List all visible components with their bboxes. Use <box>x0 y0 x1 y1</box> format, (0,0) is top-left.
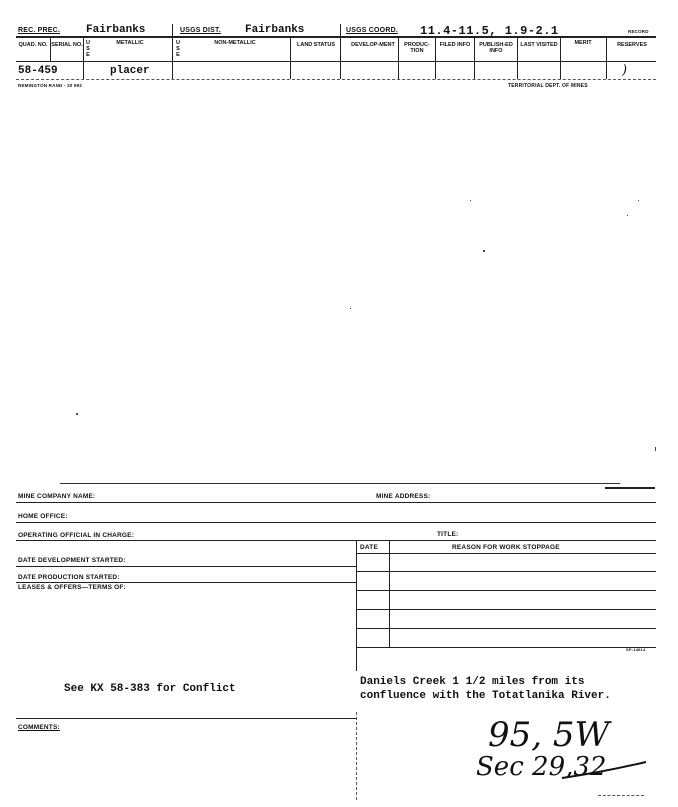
title-label: TITLE: <box>437 531 459 538</box>
stoppage-row-rule <box>356 628 656 629</box>
handwritten-date: Sec 29,32 <box>476 752 607 782</box>
comments-label: COMMENTS: <box>18 724 60 731</box>
rec-prec-label: REC. PREC. <box>18 27 61 34</box>
reason-column-label: REASON FOR WORK STOPPAGE <box>452 544 560 551</box>
divider <box>474 38 475 79</box>
divider <box>435 38 436 79</box>
rec-prec-value: Fairbanks <box>86 24 146 36</box>
handwritten-underline <box>560 760 650 782</box>
stoppage-table-left <box>356 541 357 671</box>
bottom-right-rule <box>598 795 644 796</box>
conflict-note: See KX 58-383 for Conflict <box>64 683 236 695</box>
leases-offers-label: LEASES & OFFERS—TERMS OF: <box>18 584 126 591</box>
scan-speck <box>655 447 656 451</box>
stoppage-row-rule <box>356 571 656 572</box>
divider <box>290 38 291 79</box>
usgs-dist-value: Fairbanks <box>245 24 305 36</box>
col-serial-no: SERIAL NO. <box>51 42 83 48</box>
mine-company-rule <box>16 502 656 503</box>
col-land-status: LAND STATUS <box>297 42 335 48</box>
col-use-1: U S E <box>86 40 90 58</box>
location-line-2: confluence with the Totatlanika River. <box>360 690 611 702</box>
production-rule <box>16 582 356 583</box>
col-non-metallic: NON-METALLIC <box>214 40 256 46</box>
col-published-info: PUBLISH-ED INFO <box>479 42 513 54</box>
form-top-rule <box>60 483 620 484</box>
form-number: SP-14614 <box>626 647 646 652</box>
stoppage-row-rule <box>356 553 656 554</box>
col-filed-info: FILED INFO <box>439 42 471 48</box>
stoppage-table-date-divider <box>389 541 390 647</box>
date-column-label: DATE <box>360 544 379 551</box>
divider <box>560 38 561 79</box>
divider <box>517 38 518 79</box>
scan-speck <box>483 250 485 252</box>
development-rule <box>16 566 356 567</box>
metallic-value: placer <box>110 65 150 77</box>
usgs-coord-value: 11.4-11.5, 1.9-2.1 <box>420 24 559 38</box>
divider <box>340 24 341 79</box>
col-last-visited: LAST VISITED <box>520 42 558 48</box>
col-metallic: METALLIC <box>116 40 144 46</box>
operating-official-label: OPERATING OFFICIAL IN CHARGE: <box>18 532 135 539</box>
scan-speck <box>638 200 639 201</box>
col-development: DEVELOP-MENT <box>351 42 395 48</box>
date-development-started-label: DATE DEVELOPMENT STARTED: <box>18 557 126 564</box>
col-merit: MERIT <box>574 40 592 46</box>
stoppage-row-rule <box>356 647 656 648</box>
mine-company-name-label: MINE COMPANY NAME: <box>18 493 96 500</box>
department-imprint: TERRITORIAL DEPT. OF MINES <box>508 83 588 89</box>
printer-imprint: REMINGTON RAND - 20 992 <box>18 83 83 88</box>
date-production-started-label: DATE PRODUCTION STARTED: <box>18 574 120 581</box>
col-use-2: U S E <box>176 40 180 58</box>
divider <box>172 24 173 79</box>
record-row-rule <box>16 79 656 80</box>
stoppage-row-rule <box>356 609 656 610</box>
comments-divider <box>356 712 357 800</box>
scan-speck <box>76 413 78 415</box>
mine-address-label: MINE ADDRESS: <box>376 493 431 500</box>
col-quad-no: QUAD. NO. <box>18 42 48 48</box>
usgs-coord-label: USGS COORD. <box>346 27 398 34</box>
divider <box>83 38 84 79</box>
comments-rule <box>16 718 356 719</box>
col-reserves: RESERVES <box>617 42 647 48</box>
handwritten-number: 95, 5W <box>488 715 610 755</box>
scan-speck <box>470 200 471 201</box>
col-production: PRODUC-TION <box>404 42 430 54</box>
divider <box>398 38 399 79</box>
home-office-rule <box>16 522 656 523</box>
record-label: RECORD <box>628 29 649 34</box>
scan-speck <box>350 308 351 309</box>
form-top-rule-right <box>605 487 655 489</box>
stoppage-row-rule <box>356 590 656 591</box>
usgs-dist-label: USGS DIST. <box>180 27 221 34</box>
location-line-1: Daniels Creek 1 1/2 miles from its <box>360 676 585 688</box>
home-office-label: HOME OFFICE: <box>18 513 68 520</box>
reserves-mark: ) <box>622 63 628 78</box>
scan-speck <box>627 215 628 216</box>
official-rule <box>16 540 656 541</box>
divider <box>606 38 607 79</box>
quad-serial-value: 58-459 <box>18 65 58 77</box>
